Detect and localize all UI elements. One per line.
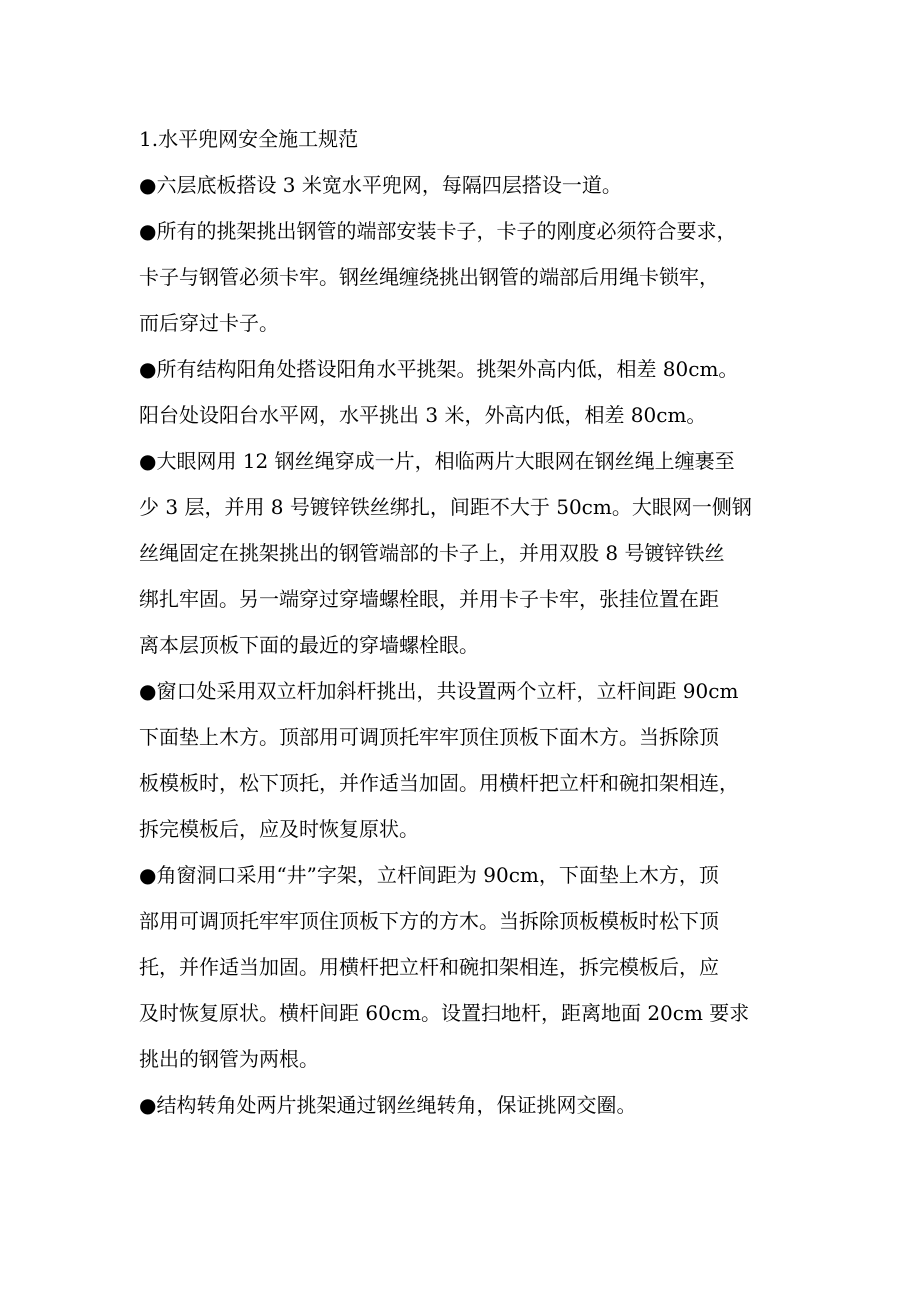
text-line: 拆完模板后，应及时恢复原状。 [139, 817, 419, 841]
paragraph-window-opening [139, 668, 799, 852]
text-line: ●六层底板搭设 3 米宽水平兜网，每隔四层搭设一道。 [139, 173, 622, 197]
text-line: ●窗口处采用双立杆加斜杆挑出，共设置两个立杆，立杆间距 90cm [139, 679, 739, 703]
text-line: ●角窗洞口采用“井”字架，立杆间距为 90cm，下面垫上木方，顶 [139, 863, 719, 887]
text-line: 阳台处设阳台水平网，水平挑出 3 米，外高内低，相差 80cm。 [139, 403, 707, 427]
paragraph-large-mesh-net [139, 438, 799, 668]
text-line: ●大眼网用 12 钢丝绳穿成一片，相临两片大眼网在钢丝绳上缠裹至 [139, 449, 735, 473]
paragraph-corner-window-frame [139, 852, 799, 1082]
text-line: 少 3 层，并用 8 号镀锌铁丝绑扎，间距不大于 50cm。大眼网一侧钢 [139, 495, 752, 519]
text-line: 板模板时，松下顶托，并作适当加固。用横杆把立杆和碗扣架相连， [139, 771, 739, 795]
text-line: ●结构转角处两片挑架通过钢丝绳转角，保证挑网交圈。 [139, 1093, 637, 1117]
text-line: 丝绳固定在挑架挑出的钢管端部的卡子上，并用双股 8 号镀锌铁丝 [139, 541, 725, 565]
text-line: 及时恢复原状。横杆间距 60cm。设置扫地杆，距离地面 20cm 要求 [139, 1001, 750, 1025]
text-line: ●所有结构阳角处搭设阳角水平挑架。挑架外高内低，相差 80cm。 [139, 357, 739, 381]
text-line: 下面垫上木方。顶部用可调顶托牢牢顶住顶板下面木方。当拆除顶 [139, 725, 719, 749]
text-line: 绑扎牢固。另一端穿过穿墙螺栓眼，并用卡子卡牢，张挂位置在距 [139, 587, 719, 611]
paragraph-cantilever-clamps [139, 208, 799, 346]
text-line: 挑出的钢管为两根。 [139, 1047, 319, 1071]
paragraph-external-corner-frame [139, 346, 799, 438]
text-line: 部用可调顶托牢牢顶住顶板下方的方木。当拆除顶板模板时松下顶 [139, 909, 719, 933]
text-line: 卡子与钢管必须卡牢。钢丝绳缠绕挑出钢管的端部后用绳卡锁牢， [139, 265, 719, 289]
paragraph-structural-corner [139, 1082, 799, 1128]
document-body [139, 116, 799, 1128]
text-line: 托，并作适当加固。用横杆把立杆和碗扣架相连，拆完模板后，应 [139, 955, 719, 979]
text-line: 离本层顶板下面的最近的穿墙螺栓眼。 [139, 633, 479, 657]
section-heading: 1.水平兜网安全施工规范 [139, 127, 359, 151]
text-line: 而后穿过卡子。 [139, 311, 279, 335]
text-line: ●所有的挑架挑出钢管的端部安装卡子，卡子的刚度必须符合要求， [139, 219, 737, 243]
paragraph-bottom-slab-net [139, 162, 799, 208]
